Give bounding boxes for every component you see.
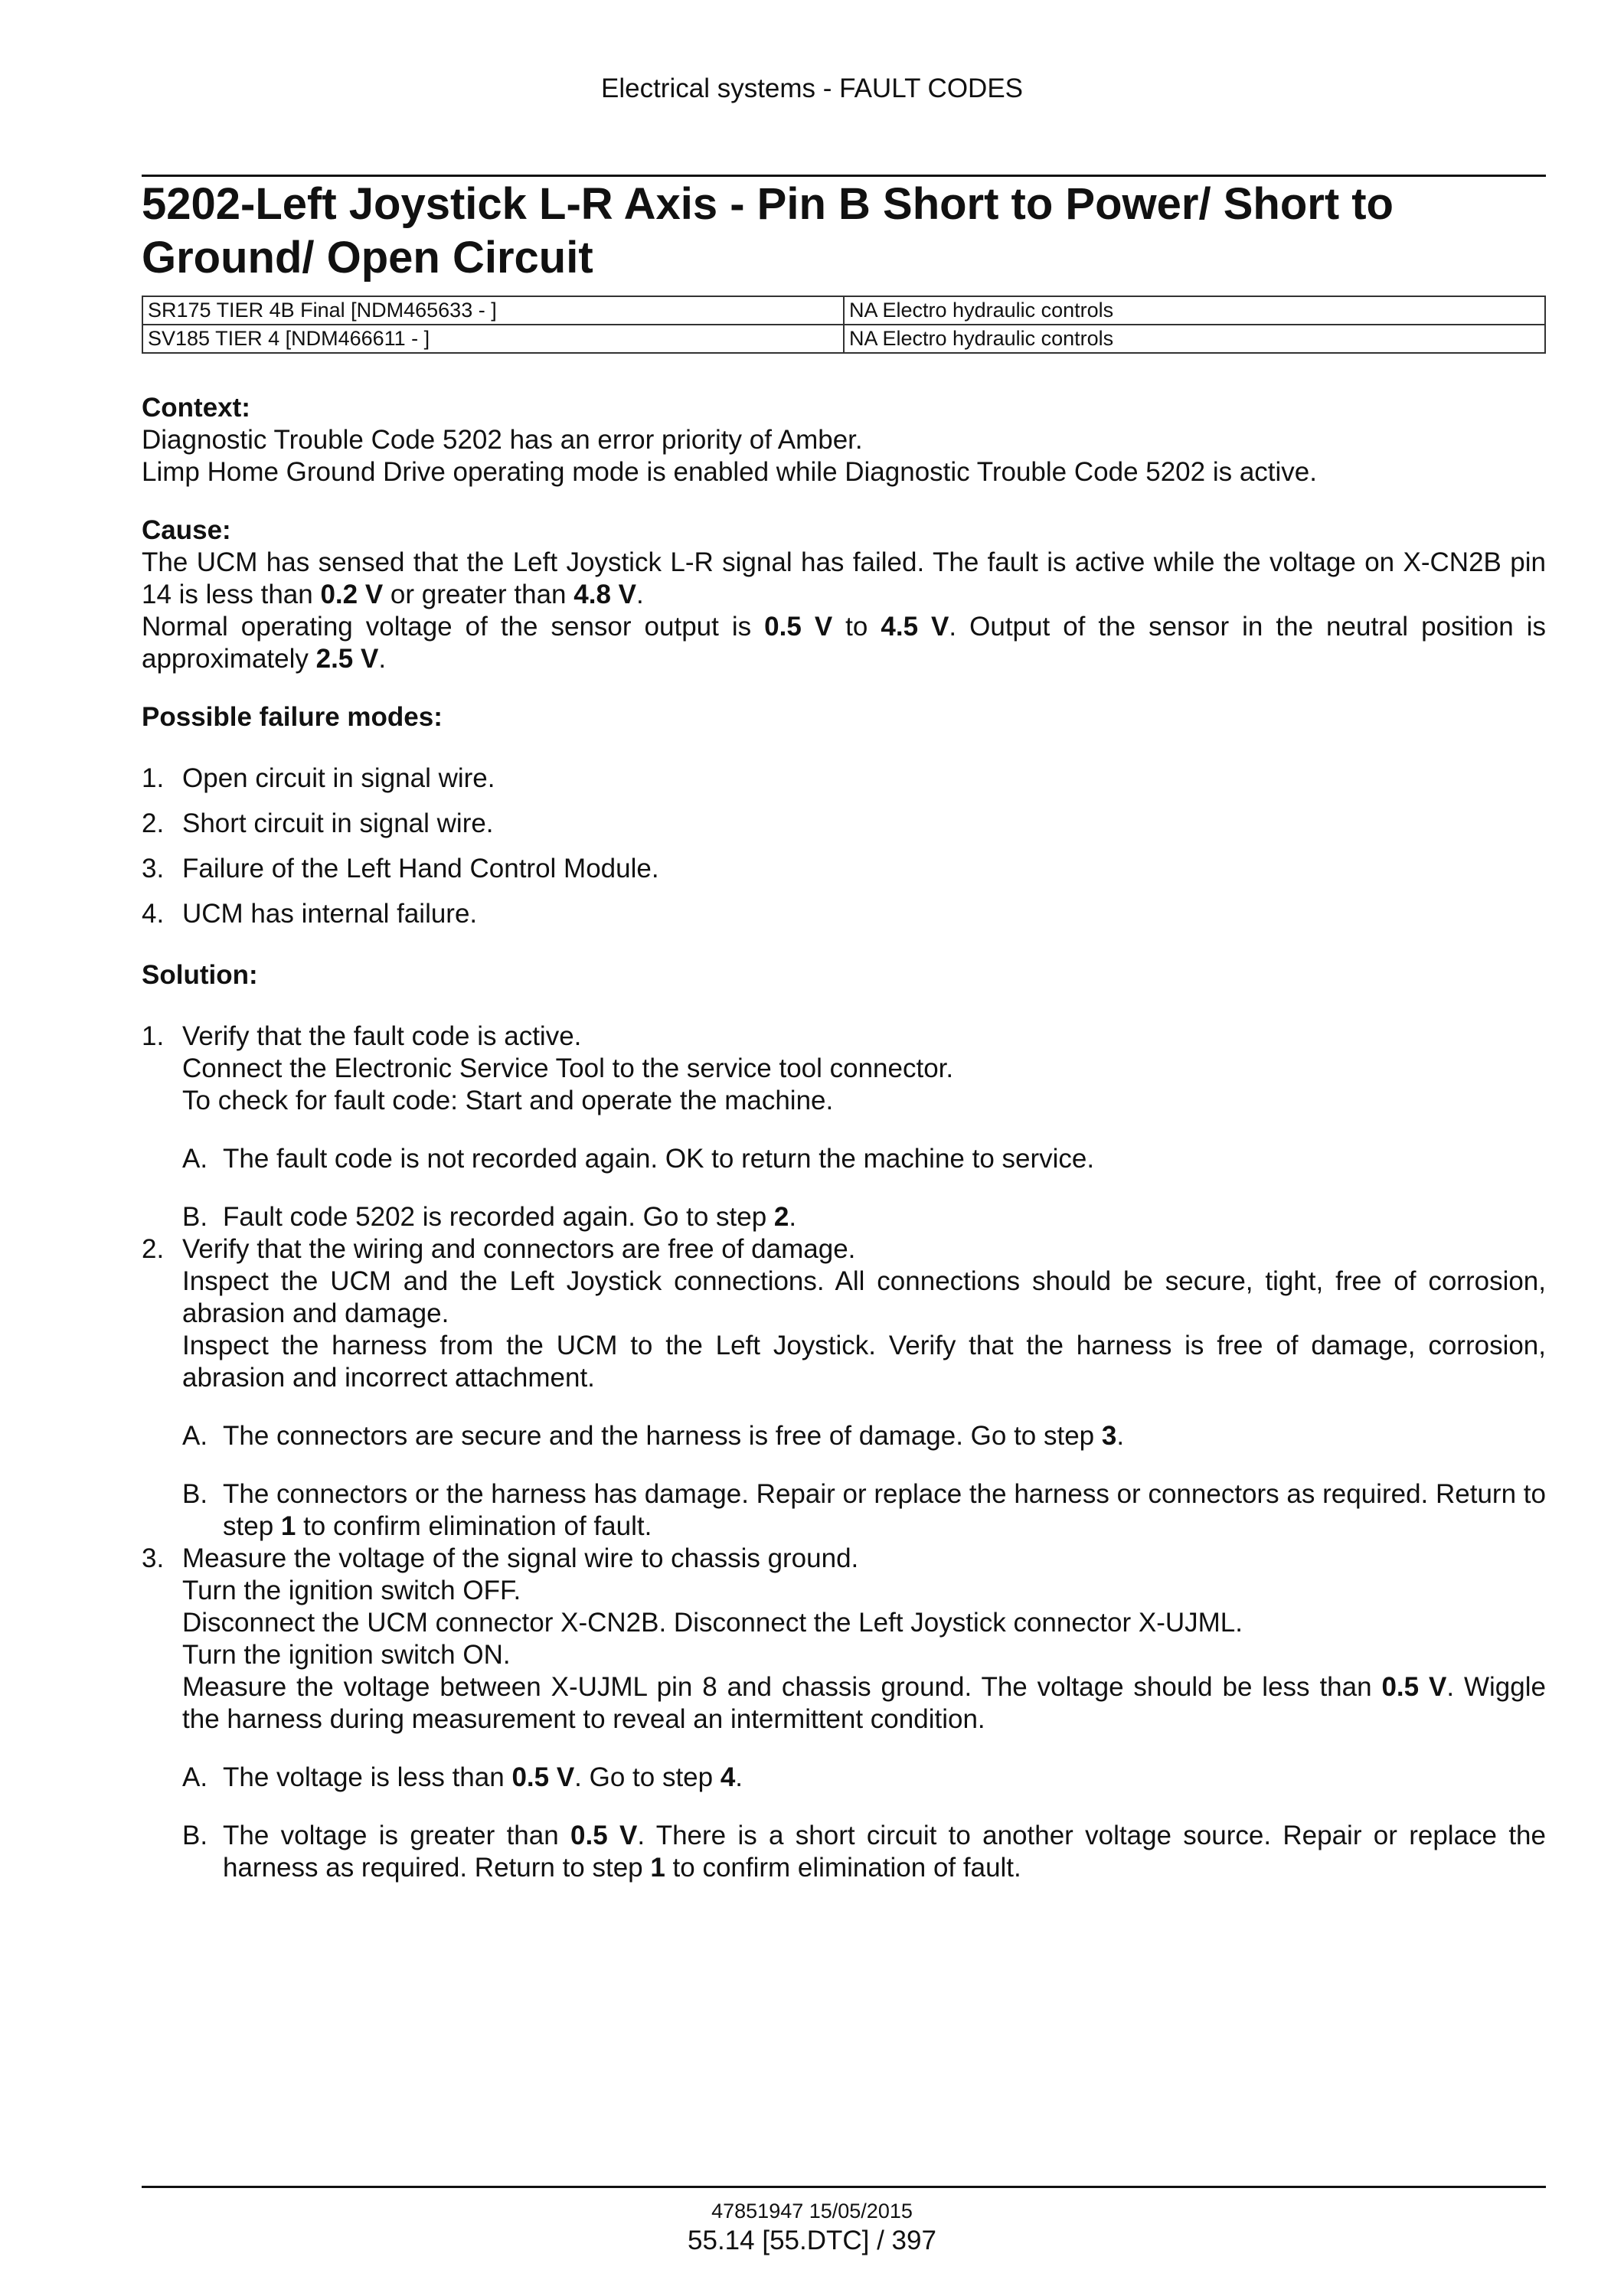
list-item: 4. UCM has internal failure.: [142, 899, 478, 929]
cause-paragraph: The UCM has sensed that the Left Joystick L-R signal has failed. The fault is active while the voltage on X-CN2B pin 14 is less than 0.2 V or greater than 4.8 V.: [142, 547, 1546, 609]
footer-rule: [142, 2186, 1546, 2188]
solution-steps: [142, 1021, 1546, 1884]
applicability-table: [142, 296, 1546, 354]
page-header: Electrical systems - FAULT CODES: [600, 73, 1024, 103]
list-item: 1. Open circuit in signal wire.: [142, 763, 495, 793]
list-item: 3. Failure of the Left Hand Control Module.: [142, 854, 659, 883]
system-cell: NA Electro hydraulic controls: [844, 325, 1545, 353]
context-line: Limp Home Ground Drive operating mode is enabled while Diagnostic Trouble Code 5202 is active.: [142, 457, 1317, 487]
cause-heading: Cause:: [142, 515, 231, 545]
result-option: A. The voltage is less than 0.5 V. Go to step 4.: [182, 1762, 743, 1792]
solution-heading: Solution:: [142, 960, 258, 990]
solution-step: 2. Verify that the wiring and connectors are free of damage. Inspect the UCM and the Left Joystick connections. All connections should be secure, tight, free of corrosion, abrasion and damage. Inspect the harness from the UCM to the Left Joystick. Verify that the harness is free of damage, corrosion, abrasion and incorrect attachment. A. The connectors are secure and the harness is free of damage. Go to step 3. B. The connectors or the harness has damage. Repair or replace the harness or connectors as required. Return to step 1 to confirm elimination of fault.: [142, 1234, 1546, 1541]
system-cell: NA Electro hydraulic controls: [844, 296, 1545, 325]
result-option: A. The connectors are secure and the harness is free of damage. Go to step 3.: [182, 1421, 1125, 1451]
solution-step: 3. Measure the voltage of the signal wire to chassis ground. Turn the ignition switch OFF. Disconnect the UCM connector X-CN2B. Disconnect the Left Joystick connector X-UJML. Turn the ignition switch ON. Measure the voltage between X-UJML pin 8 and chassis ground. The voltage should be less than 0.5 V. Wiggle the harness during measurement to reveal an intermittent condition. A. The voltage is less than 0.5 V. Go to step 4. B. The voltage is greater than 0.5 V. There is a short circuit to another voltage source. Repair or replace the harness as required. Return to step 1 to confirm elimination of fault.: [142, 1543, 1546, 1883]
result-option: B. Fault code 5202 is recorded again. Go to step 2.: [182, 1202, 797, 1232]
failure-modes-heading: Possible failure modes:: [142, 702, 443, 732]
document-id: 47851947 15/05/2015: [711, 2200, 913, 2223]
header-rule: [142, 175, 1546, 177]
cause-paragraph: Normal operating voltage of the sensor output is 0.5 V to 4.5 V. Output of the sensor in the neutral position is approximately 2.5 V.: [142, 612, 1546, 674]
model-cell: SV185 TIER 4 [NDM466611 - ]: [142, 325, 844, 353]
table-row: [142, 296, 1545, 325]
model-cell: SR175 TIER 4B Final [NDM465633 - ]: [142, 296, 844, 325]
context-heading: Context:: [142, 393, 250, 423]
page-title: 5202-Left Joystick L-R Axis - Pin B Short to Power/ Short to Ground/ Open Circuit: [142, 179, 1394, 283]
failure-modes-list: [142, 763, 1546, 930]
result-option: B. The connectors or the harness has damage. Repair or replace the harness or connectors as required. Return to step 1 to confirm elimination of fault.: [182, 1479, 1546, 1541]
document-body: [142, 392, 1546, 1884]
list-item: 2. Short circuit in signal wire.: [142, 808, 494, 838]
result-option: A. The fault code is not recorded again. OK to return the machine to service.: [182, 1144, 1095, 1174]
table-row: [142, 325, 1545, 353]
solution-step: 1. Verify that the fault code is active. Connect the Electronic Service Tool to the service tool connector. To check for fault code: Start and operate the machine. A. The fault code is not recorded again. OK to return the machine to service. B. Fault code 5202 is recorded again. Go to step 2.: [142, 1021, 1546, 1233]
context-line: Diagnostic Trouble Code 5202 has an error priority of Amber.: [142, 425, 863, 455]
result-option: B. The voltage is greater than 0.5 V. There is a short circuit to another voltage source. Repair or replace the harness as required. Return to step 1 to confirm elimination of fault.: [182, 1821, 1546, 1883]
page-number: 55.14 [55.DTC] / 397: [688, 2226, 936, 2255]
